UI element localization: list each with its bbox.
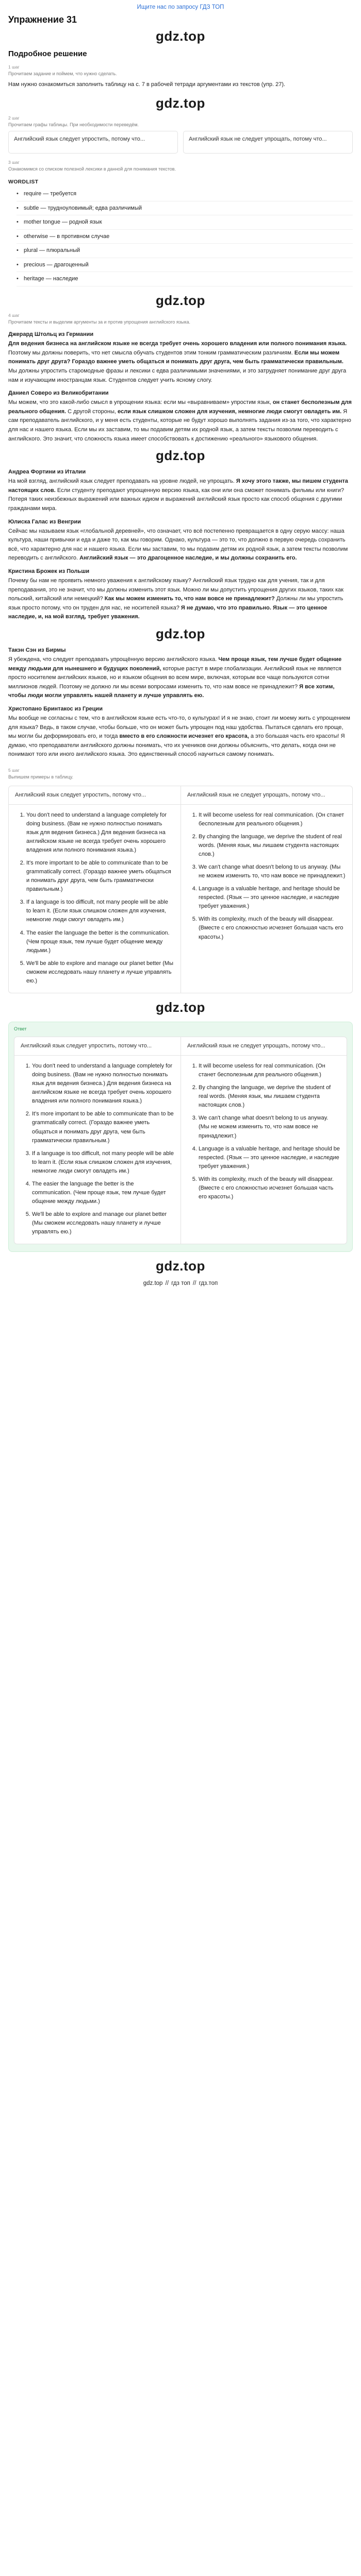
highlighted-argument: он станет бесполезным для реального общения. bbox=[8, 399, 352, 415]
argument-item: 4. Language is a valuable heritage, and heritage should be respected. (Язык — это ценное наследие, и наследие требует уважения.) bbox=[199, 1143, 340, 1173]
argument-item: 4. The easier the language the better is the communication. (Чем проще язык, тем лучше будет общение между людьми.) bbox=[26, 927, 174, 957]
text-fragment: Я убеждена, что следует преподавать упрощённую версию английского языка. bbox=[8, 656, 219, 663]
arguments-list bbox=[187, 1060, 340, 1204]
step-label: 2 шаг bbox=[8, 115, 20, 121]
text-paragraph bbox=[8, 713, 353, 761]
texts bbox=[8, 328, 353, 761]
header-not-simplify: Английский язык не следует упрощать, потому что... bbox=[183, 131, 353, 154]
col-not-simplify bbox=[180, 1056, 347, 1244]
text-fragment: Мы можем, что это какой-либо смысл в упрощении языка: если мы «выравниваем» упростим язык, bbox=[8, 399, 273, 406]
step-label: 4 шаг bbox=[8, 312, 20, 318]
top-banner bbox=[0, 0, 361, 11]
highlighted-argument: Как мы можем изменить то, что нам вовсе не принадлежит? bbox=[104, 596, 276, 602]
word-item: • require — требуется bbox=[17, 187, 353, 201]
text-author: Джерард Штольц из Германии bbox=[8, 331, 94, 338]
word-item: • plural — плюральный bbox=[17, 244, 353, 258]
arguments-list bbox=[187, 809, 346, 944]
highlighted-argument: Для ведения бизнеса на английском языке не всегда требует очень хорошего владения или полного понимания языка. bbox=[8, 341, 347, 347]
arguments-list bbox=[21, 1060, 174, 1239]
argument-item: 2. By changing the language, we deprive the student of real words. (Меняя язык, мы лишаем студента настоящих слов.) bbox=[199, 831, 346, 861]
word-item: • mother tongue — родной язык bbox=[17, 215, 353, 230]
argument-item: 5. With its complexity, much of the beauty will disappear. (Вместе с его сложностью исчезнет большая часть его красоты.) bbox=[199, 913, 346, 943]
answer-label: Ответ bbox=[14, 1026, 27, 1031]
argument-item: 2. It's more important to be able to communicate than to be grammatically correct. (Гораздо важнее уметь общаться и понимать друг друга, чем быть грамматически правильным.) bbox=[32, 1108, 174, 1147]
text-fragment: Почему бы нам не проявить немного уважения к английскому языку? Английский язык трудно как для учения, так и для преподавания, это не значит, что мы должны изменить этот язык. Можно ли мы допустить упрощения других языков, таких как польский, китайский или немецкий? bbox=[8, 577, 344, 602]
text-fragment: Сейчас мы называем язык «глобальной деревней», что означает, что всё постепенно превращается в одну серую массу: наша культура, наши привычки и еда и даже то, как мы говорим. Однако, культура — это то, что должно в первую очередь сохранить всё, что характерно для нас и нашего языка. Если мы заставим, то мы подавим детям их родной язык, а затем тексты позволим переводить с английского. bbox=[8, 528, 348, 562]
footer-item: gdz.top bbox=[143, 1280, 163, 1287]
word-item: • subtle — трудноуловимый; едва различимый bbox=[17, 201, 353, 216]
argument-item: 1. It will become useless for real communication. (Он станет бесполезным для реального общения.) bbox=[199, 1060, 340, 1081]
step-3 bbox=[0, 158, 361, 290]
word-item: • precious — драгоценный bbox=[17, 258, 353, 273]
text-author: Христопано Бринтакос из Греции bbox=[8, 705, 103, 712]
highlighted-argument: Я хочу этого также, мы пишем студента настоящих слов. bbox=[8, 478, 348, 494]
text-paragraph bbox=[8, 654, 353, 703]
text-paragraph bbox=[8, 397, 353, 446]
argument-item: 5. With its complexity, much of the beauty will disappear. (Вместе с его сложностью исчезнет большая часть его красоты.) bbox=[199, 1173, 340, 1204]
section-title: Подробное решение bbox=[8, 49, 87, 58]
col-header-not-simplify: Английский язык не следует упрощать, потому что... bbox=[180, 1037, 347, 1056]
col-not-simplify bbox=[180, 805, 352, 993]
text-author: Такэн Сэн из Бирмы bbox=[8, 647, 66, 653]
argument-item: 5. We'll be able to explore and manage our planet better (Мы сможем исследовать нашу планету и лучше управлять ею.) bbox=[32, 1208, 174, 1239]
footer: gdz.top // гдз топ // гдз.топ bbox=[143, 1280, 218, 1287]
watermark: gdz.top bbox=[156, 999, 205, 1015]
text-fragment: На мой взгляд, английский язык следует преподавать на уровне людей, не упрощать. bbox=[8, 478, 236, 485]
argument-item: 3. We can't change what doesn't belong to us anyway. (Мы не можем изменить то, что нам вовсе не принадлежит.) bbox=[199, 861, 346, 883]
step-note: Выпишем примеры в таблицу. bbox=[8, 774, 73, 779]
argument-item: 4. The easier the language the better is the communication. (Чем проще язык, тем лучше будет общение между людьми.) bbox=[32, 1178, 174, 1208]
text-author: Даниел Соверо из Великобритании bbox=[8, 390, 109, 397]
text-fragment: Если студенту преподают упрощенную версию языка, как они или она сможет понимать фильмы или книги? Потеря таких неизбежных выражений или важных идиом и выражений английский язык просто как способ общения с другими гражданами мира. bbox=[8, 487, 344, 512]
highlighted-argument: Я не думаю, что это правильно. Язык — это ценное наследие, и, на мой взгляд, требует уважения. bbox=[8, 604, 327, 620]
text-fragment: а это большая часть его красоты! Я думаю, что преподаватели английского должны понимать, что их учеников они должны объяснить, что делать, когда они не понимают того или иного английского языка. Это единственный способ научиться самому понимать. bbox=[8, 733, 345, 758]
text-paragraph bbox=[8, 526, 353, 565]
footer-item: гдз топ bbox=[171, 1280, 190, 1287]
step-note: Ознакомимся со списком полезной лексики в данной для понимания текстов. bbox=[8, 166, 176, 172]
top-search-link[interactable]: Ищите нас по запросу ГДЗ ТОП bbox=[137, 4, 224, 10]
argument-item: 3. We can't change what doesn't belong to us anyway. (Мы не можем изменить то, что нам вовсе не принадлежит.) bbox=[199, 1112, 340, 1142]
watermark: gdz.top bbox=[156, 625, 205, 641]
step-2 bbox=[0, 113, 361, 158]
col-header-not-simplify: Английский язык не следует упрощать, потому что... bbox=[180, 786, 352, 805]
highlighted-argument: Если мы можем понимать друг друга? Гораздо важнее уметь общаться и понимать друг друга, чем быть грамматически правильным. bbox=[8, 349, 343, 365]
footer-item: гдз.топ bbox=[199, 1280, 218, 1287]
exercise-title: Упражнение 31 bbox=[8, 14, 77, 25]
watermark: gdz.top bbox=[156, 448, 205, 464]
text-fragment: С другой стороны, bbox=[68, 408, 118, 415]
highlighted-argument: если язык слишком сложен для изучения, немногие люди смогут овладеть им. bbox=[118, 408, 343, 415]
argument-item: 3. If a language is too difficult, not many people will be able to learn it. (Если язык слишком сложен для изучения, немногие люди смогут овладеть им.) bbox=[26, 896, 174, 926]
argument-item: 4. Language is a valuable heritage, and heritage should be respected. (Язык — это ценное наследие, и наследие требует уважения.) bbox=[199, 883, 346, 913]
highlighted-argument: вместо в его сложности исчезнет его красота, bbox=[119, 733, 249, 740]
argument-item: 1. You don't need to understand a language completely for doing business. (Вам не нужно полностью понимать язык для ведения бизнеса.) Для ведения бизнеса на английском языке не всегда требует очень хорошего владения или полного понимания языка.) bbox=[32, 1060, 174, 1108]
step-text: Нам нужно ознакомиться заполнить таблицу на с. 7 в рабочей тетради аргументами из текстов (упр. 27). bbox=[8, 81, 286, 88]
step-label: 5 шаг bbox=[8, 767, 20, 773]
step-note: Прочитаем графы таблицы. При необходимости переведём. bbox=[8, 122, 139, 127]
col-header-simplify: Английский язык следует упростить, потому что... bbox=[14, 1037, 180, 1056]
step-label: 3 шаг bbox=[8, 160, 20, 165]
answer-table bbox=[14, 1037, 347, 1244]
arguments-list bbox=[15, 809, 174, 988]
watermark: gdz.top bbox=[156, 1258, 205, 1274]
word-item: • otherwise — в противном случае bbox=[17, 230, 353, 244]
highlighted-argument: Английский язык — это драгоценное наследие, и мы должны сохранить его. bbox=[79, 555, 297, 562]
step-1 bbox=[0, 62, 361, 93]
col-header-simplify: Английский язык следует упростить, потому что... bbox=[9, 786, 180, 805]
step-note: Прочитаем тексты и выделим аргументы за и против упрощения английского языка. bbox=[8, 319, 190, 325]
argument-item: 2. It's more important to be able to communicate than to be grammatically correct. (Гораздо важнее уметь общаться и понимать друг друга, чем быть грамматически правильным.) bbox=[26, 857, 174, 896]
table-headers bbox=[8, 131, 353, 154]
step-label: 1 шаг bbox=[8, 64, 20, 70]
text-fragment: Поэтому мы должны поверить, что нет смысла обучать студентов этим тонким грамматическим различиям. bbox=[8, 349, 294, 356]
word-item: • heritage — наследие bbox=[17, 272, 353, 286]
text-paragraph bbox=[8, 476, 353, 515]
watermark: gdz.top bbox=[156, 292, 205, 308]
text-fragment: Я сам преподаватель английского, и у меня есть студенты, которые не будут хорошо выполнять задания из-за того, что характерно для нас и нашего языка. Если мы их заставим, то мы подавим детям их родной язык, а затем тексты позволим переводить с английского. Это значит, что сложность языка имеет способствовать к достижению «реального» языкового общения. bbox=[8, 408, 351, 442]
step-5 bbox=[0, 766, 361, 997]
wordlist-title: WORDLIST bbox=[8, 179, 39, 185]
col-simplify bbox=[9, 805, 180, 993]
text-paragraph bbox=[8, 338, 353, 387]
wordlist bbox=[8, 187, 353, 286]
step-4 bbox=[0, 311, 361, 766]
step-note: Прочитаем задание и поймем, что нужно сделать. bbox=[8, 71, 117, 76]
text-fragment: которые растут в мире глобализации. Английский язык не является просто носителем английских языков, но и языком общения во всем мире, включая, которым все чаще пользуются сотни миллионов людей. Поэтому не должно ли мы всеми вопросами изменить то, что нам вовсе не принадлежит? bbox=[8, 665, 341, 690]
col-simplify bbox=[14, 1056, 180, 1244]
text-author: Андреа Фортини из Италии bbox=[8, 469, 86, 476]
highlighted-argument: Чем проще язык, тем лучше будет общение между людьми для нынешнего и будущих поколений, bbox=[8, 656, 342, 672]
watermark: gdz.top bbox=[156, 95, 205, 111]
watermark: gdz.top bbox=[156, 28, 205, 44]
answer-box bbox=[8, 1022, 353, 1252]
text-fragment: Мы вообще не согласны с тем, что в английском языке есть что-то, о культурах! И я не знаю, стоит ли моему жить с упрощением для языка? Ведь, в таком случае, чтобы больше, что он может быть упрощен под наш удобства. Пытаться сделать его проще, мы могли бы деформировать его, и тогда bbox=[8, 715, 350, 740]
argument-item: 5. We'll be able to explore and manage our planet better (Мы сможем исследовать нашу планету и лучше управлять ею.) bbox=[26, 957, 174, 988]
text-fragment: Должны ли мы упростить язык просто потому, что он труден для нас, не носителей языка? bbox=[8, 596, 343, 611]
text-author: Юлиска Галас из Венгрии bbox=[8, 518, 81, 525]
text-paragraph bbox=[8, 575, 353, 624]
header-simplify: Английский язык следует упростить, потому что... bbox=[8, 131, 178, 154]
solution-table bbox=[8, 786, 353, 993]
argument-item: 1. You don't need to understand a language completely for doing business. (Вам не нужно полностью понимать язык для ведения бизнеса.) Для ведения бизнеса на английском языке не всегда требует очень хорошего владения или полного понимания языка.) bbox=[26, 809, 174, 857]
argument-item: 1. It will become useless for real communication. (Он станет бесполезным для реального общения.) bbox=[199, 809, 346, 831]
highlighted-argument: Я все хотим, чтобы люди могли управлять нашей планету и лучше управлять ею. bbox=[8, 683, 335, 699]
argument-item: 3. If a language is too difficult, not many people will be able to learn it. (Если язык слишком сложен для изучения, немногие люди смогут овладеть им.) bbox=[32, 1147, 174, 1178]
text-author: Кристина Брожек из Польши bbox=[8, 568, 90, 574]
argument-item: 2. By changing the language, we deprive the student of real words. (Меняя язык, мы лишаем студента настоящих слов.) bbox=[199, 1081, 340, 1112]
text-fragment: Мы должны упростить старомодные фразы и лексики с едва различимыми значениями, и это затрудняет понимание друг друга нам и изучающим иностранцам язык. Студентов следует учить ясному слогу. bbox=[8, 368, 347, 383]
